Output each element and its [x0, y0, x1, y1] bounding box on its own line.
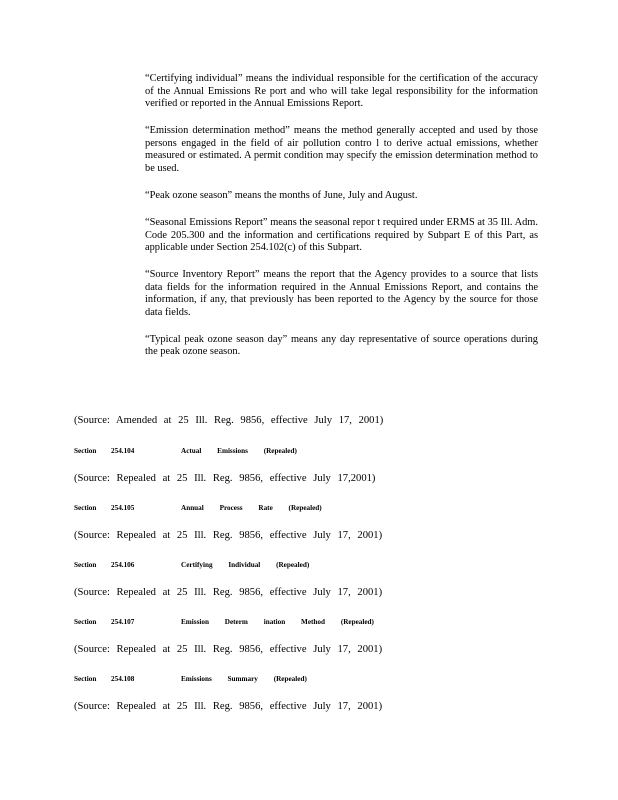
section-number: 254.105	[111, 504, 135, 512]
source-note-254-107: (Source: Repealed at 25 Ill. Reg. 9856, effective July 17, 2001)	[74, 644, 383, 655]
definition-emission-determination-method: “Emission determination method” means the method generally accepted and used by those persons engaged in the field of air pollution contro l to derive actual emissions, whether measured or estimated. A permit condition may specify the emission determination method to be used.	[145, 125, 538, 174]
section-label: Section	[74, 447, 97, 455]
definition-source-inventory-report: “Source Inventory Report” means the report that the Agency provides to a source that lists data fields for the information required in the Annual Emissions Report, and contains the information, if any, that previously has been reported to the Agency by the source for those data fields.	[145, 269, 538, 318]
source-note-amended-wrap	[74, 414, 534, 427]
source-note-254-105: (Source: Repealed at 25 Ill. Reg. 9856, effective July 17, 2001)	[74, 530, 383, 541]
section-label: Section	[74, 675, 97, 683]
definition-typical-peak-ozone-season-day: “Typical peak ozone season day” means any day representative of source operations during the peak ozone season.	[145, 333, 538, 358]
source-note-254-106-wrap	[74, 586, 534, 599]
definition-peak-ozone-season: “Peak ozone season” means the months of June, July and August.	[145, 189, 418, 201]
section-heading-254-107	[74, 617, 534, 627]
source-note-254-107-wrap	[74, 643, 534, 656]
section-label: Section	[74, 561, 97, 569]
section-title: Certifying Individual (Repealed)	[181, 561, 310, 569]
source-note-254-106: (Source: Repealed at 25 Ill. Reg. 9856, effective July 17, 2001)	[74, 587, 383, 598]
source-note-254-108-wrap	[74, 700, 534, 713]
section-label: Section	[74, 504, 97, 512]
section-number: 254.107	[111, 618, 135, 626]
section-title: Actual Emissions (Repealed)	[181, 447, 297, 455]
definitions-block	[145, 73, 538, 359]
definition-seasonal-emissions-report: “Seasonal Emissions Report” means the seasonal repor t required under ERMS at 35 Ill. Adm. Code 205.300 and the information and certifications required by Subpart E of this Part, as applicable under Section 254.102(c) of this Subpart.	[145, 216, 538, 254]
definition-certifying-individual: “Certifying individual” means the individual responsible for the certification of the accuracy of the Annual Emissions Re port and who will take legal responsibility for the information verified or reported in the Annual Emissions Report.	[145, 73, 538, 110]
source-note-amended: (Source: Amended at 25 Ill. Reg. 9856, effective July 17, 2001)	[74, 415, 384, 426]
section-label: Section	[74, 618, 97, 626]
section-heading-254-105	[74, 503, 534, 513]
section-number: 254.104	[111, 447, 135, 455]
source-note-254-105-wrap	[74, 529, 534, 542]
section-title: Emission Determ ination Method (Repealed)	[181, 618, 374, 626]
section-title: Emissions Summary (Repealed)	[181, 675, 307, 683]
section-heading-254-106	[74, 560, 534, 570]
section-title: Annual Process Rate (Repealed)	[181, 504, 322, 512]
source-note-254-104: (Source: Repealed at 25 Ill. Reg. 9856, effective July 17,2001)	[74, 473, 376, 484]
section-number: 254.106	[111, 561, 135, 569]
section-heading-254-108	[74, 674, 534, 684]
source-note-254-104-wrap	[74, 472, 534, 485]
section-number: 254.108	[111, 675, 135, 683]
source-note-254-108: (Source: Repealed at 25 Ill. Reg. 9856, effective July 17, 2001)	[74, 701, 383, 712]
section-heading-254-104	[74, 446, 534, 456]
